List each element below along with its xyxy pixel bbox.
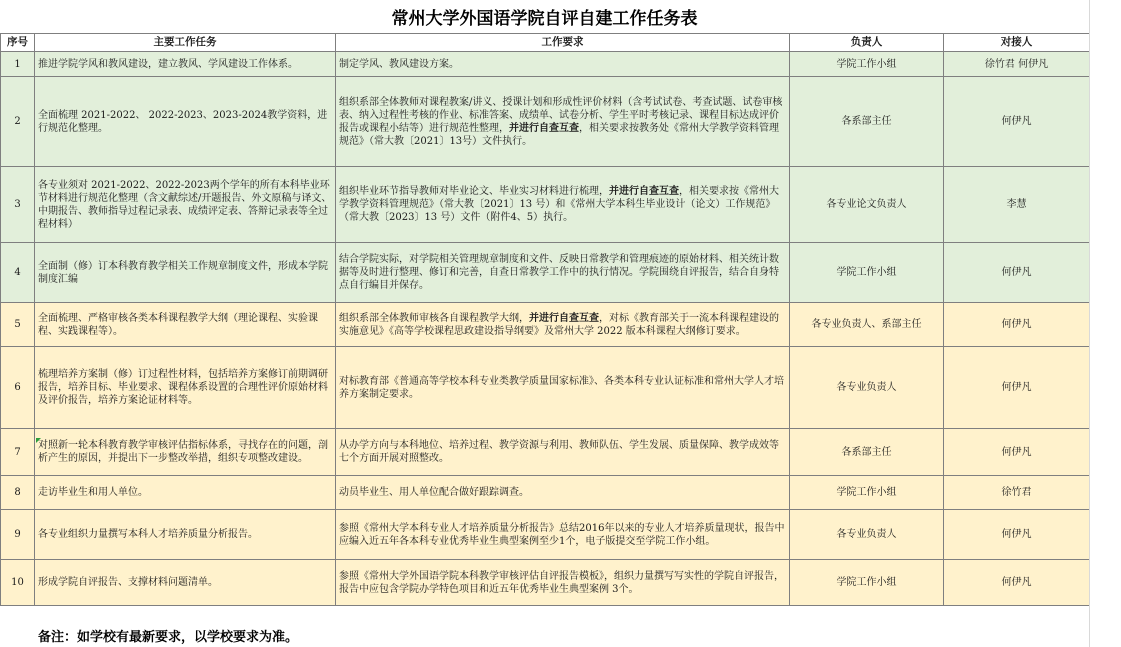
header-row bbox=[1, 34, 1090, 52]
contact-cell[interactable]: 何伊凡 bbox=[944, 510, 1090, 560]
requirement-emphasis: 并进行自查互查 bbox=[509, 122, 579, 134]
contact-cell[interactable]: 何伊凡 bbox=[944, 77, 1090, 167]
requirement-cell[interactable] bbox=[336, 429, 790, 476]
owner-cell[interactable]: 各系部主任 bbox=[790, 77, 944, 167]
requirement-cell[interactable] bbox=[336, 77, 790, 167]
footnote[interactable]: 备注：如学校有最新要求，以学校要求为准。 bbox=[38, 630, 299, 645]
row-number-cell[interactable]: 9 bbox=[1, 510, 35, 560]
task-cell[interactable]: 全面梳理 2021-2022、 2022-2023、2023-2024教学资料，进行规范化整理。 bbox=[35, 77, 336, 167]
requirement-text: 从办学方向与本科地位、培养过程、教学资源与利用、教师队伍、学生发展、质量保障、教学成效等七个方面开展对照整改。 bbox=[339, 440, 779, 464]
requirement-text-continued: ，相关要求按教务处《常州大学教学资料管理规范》（常大教〔2021〕13号）文件执行。 bbox=[339, 122, 779, 147]
column-gridline bbox=[1089, 0, 1090, 647]
task-cell[interactable]: 梳理培养方案制（修）订过程性材料，包括培养方案修订前期调研报告，培养目标、毕业要求、课程体系设置的合理性评价原始材料及评价报告，培养方案论证材料等。 bbox=[35, 347, 336, 429]
table-row bbox=[1, 510, 1090, 560]
sheet-title[interactable]: 常州大学外国语学院自评自建工作任务表 bbox=[0, 0, 1089, 34]
contact-cell[interactable]: 何伊凡 bbox=[944, 303, 1090, 347]
table-row bbox=[1, 77, 1090, 167]
owner-cell[interactable]: 各系部主任 bbox=[790, 429, 944, 476]
task-table bbox=[0, 33, 1090, 606]
requirement-text: 动员毕业生、用人单位配合做好跟踪调查。 bbox=[339, 487, 529, 498]
requirement-text: 组织系部全体教师审核各自课程教学大纲， bbox=[339, 312, 529, 324]
table-row bbox=[1, 167, 1090, 243]
row-number-cell[interactable]: 8 bbox=[1, 476, 35, 510]
table-row bbox=[1, 52, 1090, 77]
contact-cell[interactable]: 徐竹君 何伊凡 bbox=[944, 52, 1090, 77]
owner-cell[interactable]: 各专业负责人、系部主任 bbox=[790, 303, 944, 347]
table-row bbox=[1, 243, 1090, 303]
contact-cell[interactable]: 李慧 bbox=[944, 167, 1090, 243]
task-cell[interactable]: 推进学院学风和教风建设，建立教风、学风建设工作体系。 bbox=[35, 52, 336, 77]
requirement-text: 参照《常州大学外国语学院本科教学审核评估自评报告模板》，组织力量撰写写实性的学院自评报告，报告中应包含学院办学特色项目和近五年优秀毕业生典型案例 3个。 bbox=[339, 570, 784, 595]
owner-cell[interactable]: 学院工作小组 bbox=[790, 243, 944, 303]
row-number-cell[interactable]: 6 bbox=[1, 347, 35, 429]
contact-cell[interactable]: 徐竹君 bbox=[944, 476, 1090, 510]
row-number-cell[interactable]: 1 bbox=[1, 52, 35, 77]
header-contact[interactable]: 对接人 bbox=[944, 34, 1090, 52]
requirement-text: 组织毕业环节指导教师对毕业论文、毕业实习材料进行梳理， bbox=[339, 186, 609, 197]
owner-cell[interactable]: 各专业负责人 bbox=[790, 347, 944, 429]
requirement-cell[interactable] bbox=[336, 476, 790, 510]
owner-cell[interactable]: 各专业论文负责人 bbox=[790, 167, 944, 243]
requirement-cell[interactable] bbox=[336, 347, 790, 429]
requirement-cell[interactable] bbox=[336, 303, 790, 347]
requirement-text: 制定学风、教风建设方案。 bbox=[339, 58, 459, 70]
task-cell[interactable]: 走访毕业生和用人单位。 bbox=[35, 476, 336, 510]
table-row bbox=[1, 560, 1090, 606]
requirement-cell[interactable] bbox=[336, 167, 790, 243]
requirement-text: 参照《常州大学本科专业人才培养质量分析报告》总结2016年以来的专业人才培养质量现状，报告中应编入近五年各本科专业优秀毕业生典型案例至少1个，电子版提交至学院工作小组。 bbox=[339, 522, 785, 547]
contact-cell[interactable]: 何伊凡 bbox=[944, 429, 1090, 476]
task-cell[interactable]: 形成学院自评报告、支撑材料问题清单。 bbox=[35, 560, 336, 606]
row-number-cell[interactable]: 3 bbox=[1, 167, 35, 243]
task-cell[interactable]: 各专业组织力量撰写本科人才培养质量分析报告。 bbox=[35, 510, 336, 560]
requirement-text: 结合学院实际，对学院相关管理规章制度和文件、反映日常教学和管理痕迹的原始材料、相关统计数据等及时进行整理、修订和完善，自查日常教学工作中的执行情况。学院围绕自评报告，结合自身特点自行编目并保存。 bbox=[339, 254, 779, 291]
requirement-emphasis: 并进行自查互查 bbox=[609, 186, 679, 197]
row-number-cell[interactable]: 4 bbox=[1, 243, 35, 303]
row-number-cell[interactable]: 7 bbox=[1, 429, 35, 476]
table-row bbox=[1, 303, 1090, 347]
row-number-cell[interactable]: 2 bbox=[1, 77, 35, 167]
header-requirement[interactable]: 工作要求 bbox=[336, 34, 790, 52]
contact-cell[interactable]: 何伊凡 bbox=[944, 347, 1090, 429]
task-cell[interactable]: 各专业须对 2021-2022、2022-2023两个学年的所有本科毕业环节材料进行规范化整理（含文献综述/开题报告、外文原稿与译文、中期报告、教师指导过程记录表、成绩评定表、答辩记录表等全过程材料） bbox=[35, 167, 336, 243]
task-cell[interactable]: 全面制（修）订本科教育教学相关工作规章制度文件，形成本学院制度汇编 bbox=[35, 243, 336, 303]
table-row bbox=[1, 476, 1090, 510]
owner-cell[interactable]: 学院工作小组 bbox=[790, 560, 944, 606]
task-cell[interactable]: 全面梳理、严格审核各类本科课程教学大纲（理论课程、实验课程、实践课程等）。 bbox=[35, 303, 336, 347]
requirement-text-continued: ，相关要求按《常州大学教学资料管理规范》（常大教〔2021〕13 号）和《常州大学本科生毕业设计（论文）工作规范》（常大教〔2023〕13 号）文件（附件4、5）执行。 bbox=[339, 186, 779, 223]
requirement-text: 对标教育部《普通高等学校本科专业类教学质量国家标准》、各类本科专业认证标准和常州大学人才培养方案制定要求。 bbox=[339, 375, 784, 400]
requirement-cell[interactable] bbox=[336, 243, 790, 303]
table-row bbox=[1, 347, 1090, 429]
owner-cell[interactable]: 学院工作小组 bbox=[790, 476, 944, 510]
contact-cell[interactable]: 何伊凡 bbox=[944, 243, 1090, 303]
owner-cell[interactable]: 学院工作小组 bbox=[790, 52, 944, 77]
table-row bbox=[1, 429, 1090, 476]
requirement-text: 组织系部全体教师对课程教案/讲义、授课计划和形成性评价材料（含考试试卷、考查试题、试卷审核表、纳入过程性考核的作业、标准答案、成绩单、试卷分析、学生平时考核记录、课程目标达成评价报告或课程小结等）进行规范性整理， bbox=[339, 96, 783, 134]
requirement-cell[interactable] bbox=[336, 510, 790, 560]
owner-cell[interactable]: 各专业负责人 bbox=[790, 510, 944, 560]
contact-cell[interactable]: 何伊凡 bbox=[944, 560, 1090, 606]
requirement-cell[interactable] bbox=[336, 52, 790, 77]
header-owner[interactable]: 负责人 bbox=[790, 34, 944, 52]
requirement-text-continued: ，对标《教育部关于一流本科课程建设的实施意见》《高等学校课程思政建设指导纲要》及常州大学 2022 版本科课程大纲修订要求。 bbox=[339, 312, 779, 337]
row-number-cell[interactable]: 5 bbox=[1, 303, 35, 347]
comment-indicator-icon bbox=[36, 438, 41, 443]
header-task[interactable]: 主要工作任务 bbox=[35, 34, 336, 52]
row-number-cell[interactable]: 10 bbox=[1, 560, 35, 606]
header-num[interactable]: 序号 bbox=[1, 34, 35, 52]
task-cell[interactable]: 对照新一轮本科教育教学审核评估指标体系，寻找存在的问题，剖析产生的原因，并提出下一步整改举措，组织专项整改建设。 bbox=[35, 429, 336, 476]
requirement-emphasis: 并进行自查互查 bbox=[529, 312, 599, 324]
requirement-cell[interactable] bbox=[336, 560, 790, 606]
